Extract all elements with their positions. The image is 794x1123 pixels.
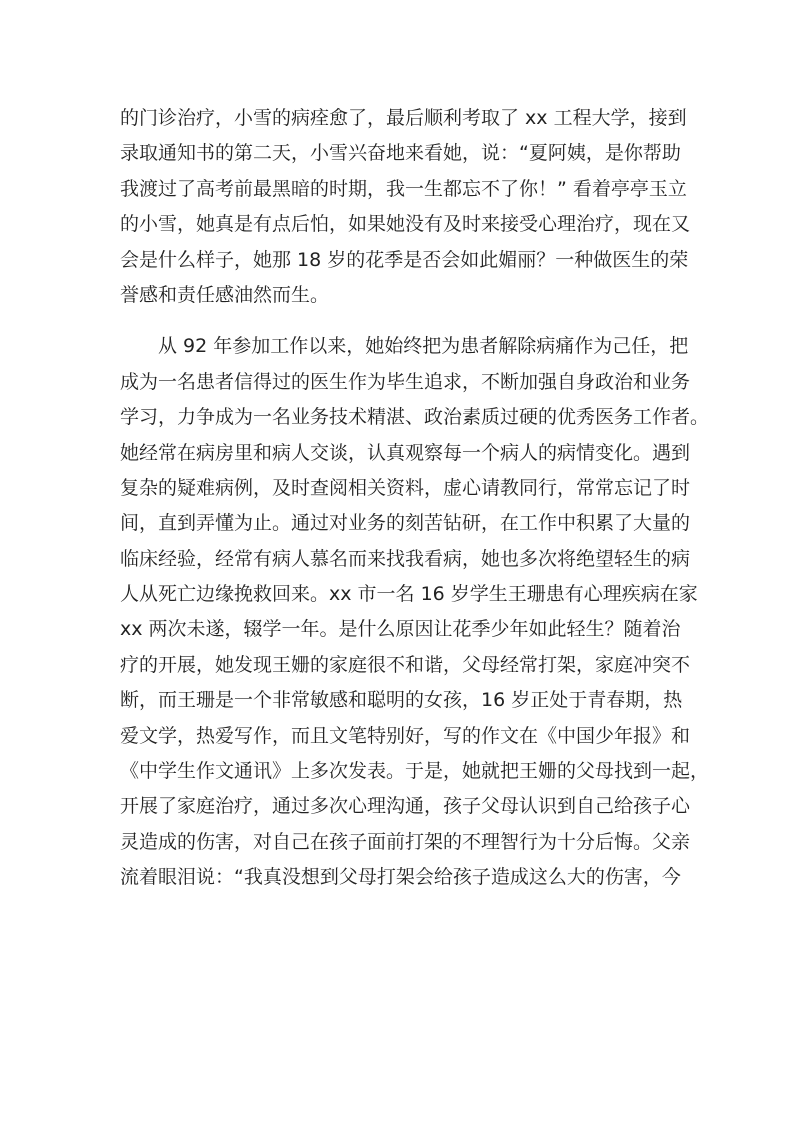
text-line: 誉感和责任感油然而生。: [120, 283, 330, 306]
text-line: 《中学生作文通讯》上多次发表。于是，她就把王姗的父母找到一起，: [120, 760, 710, 783]
text-line: 疗的开展，她发现王姗的家庭很不和谐，父母经常打架，家庭冲突不: [120, 653, 691, 676]
text-line: 间，直到弄懂为止。通过对业务的刻苦钻研，在工作中积累了大量的: [120, 512, 691, 535]
text-line: 临床经验，经常有病人慕名而来找我看病，她也多次将绝望轻生的病: [120, 547, 691, 570]
text-line: 会是什么样子，她那 18 岁的花季是否会如此媚丽？一种做医生的荣: [120, 248, 689, 271]
text-line: 开展了家庭治疗，通过多次心理沟通，孩子父母认识到自己给孩子心: [120, 795, 691, 818]
text-line: 爱文学，热爱写作，而且文笔特别好，写的作文在《中国少年报》和: [120, 724, 691, 747]
paragraph-1: [120, 101, 691, 313]
text-line: 的小雪，她真是有点后怕，如果她没有及时来接受心理治疗，现在又: [120, 213, 691, 236]
text-line: 的门诊治疗，小雪的病痊愈了，最后顺利考取了 xx 工程大学，接到: [120, 107, 687, 129]
paragraph-spacing: [120, 313, 676, 329]
paragraph-2: [120, 329, 710, 895]
text-line: xx 两次未遂，辍学一年。是什么原因让花季少年如此轻生？随着治: [120, 618, 681, 641]
text-line: 我渡过了高考前最黑暗的时期，我一生都忘不了你！” 看着亭亭玉立: [120, 177, 687, 200]
text-line: 灵造成的伤害，对自己在孩子面前打架的不理智行为十分后悔。父亲: [120, 830, 691, 853]
body-text: [120, 101, 710, 896]
text-line: 她经常在病房里和病人交谈，认真观察每一个病人的病情变化。遇到: [120, 441, 691, 464]
text-line: 录取通知书的第二天，小雪兴奋地来看她，说：“夏阿姨，是你帮助: [120, 142, 681, 165]
text-line: 从 92 年参加工作以来，她始终把为患者解除病痛作为己任，把: [158, 335, 689, 358]
text-line: 学习，力争成为一名业务技术精湛、政治素质过硬的优秀医务工作者。: [120, 406, 710, 429]
text-line: 人从死亡边缘挽救回来。xx 市一名 16 岁学生王珊患有心理疾病在家: [120, 583, 698, 606]
text-line: 复杂的疑难病例，及时查阅相关资料，虚心请教同行，常常忘记了时: [120, 476, 691, 499]
text-line: 断，而王珊是一个非常敏感和聪明的女孩，16 岁正处于青春期，热: [120, 689, 683, 712]
text-line: 成为一名患者信得过的医生作为毕生追求，不断加强自身政治和业务: [120, 370, 691, 393]
text-line: 流着眼泪说：“我真没想到父母打架会给孩子造成这么大的伤害，今: [120, 866, 681, 889]
